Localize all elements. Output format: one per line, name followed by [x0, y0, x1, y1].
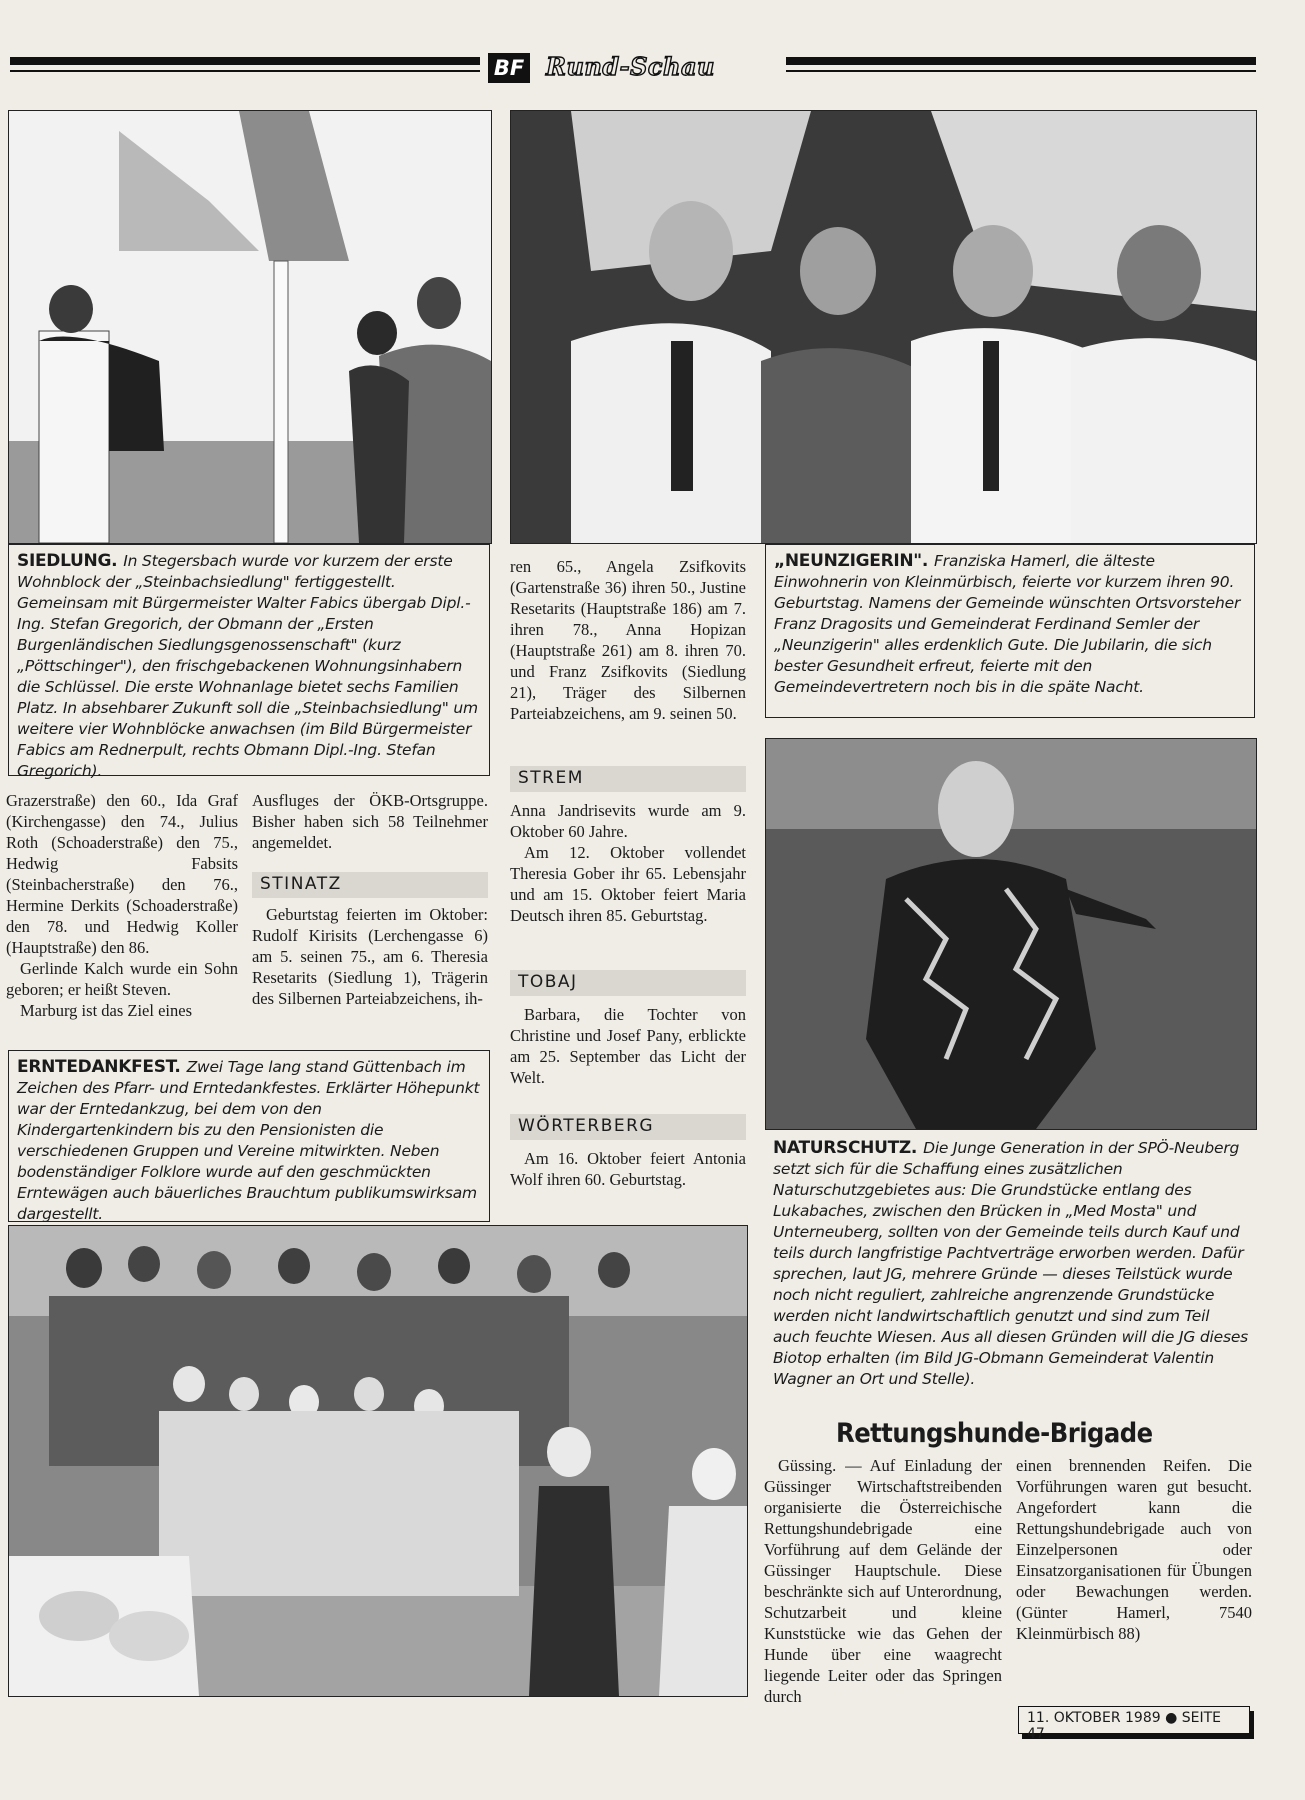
stinatz-text [252, 904, 488, 1009]
tobaj-text [510, 1004, 746, 1088]
siedlung-label: SIEDLUNG. [17, 551, 118, 571]
naturschutz-text: Die Junge Generation in der SPÖ-Neuberg setzt sich für die Schaffung eines zusätzlichen Naturschutzgebietes aus: Die Grundstücke entlang des Lukabaches, zwischen den Brücken in „Med Mosta" und Unterneuberg, sollten von der Gemeinde teils durch Kauf und teils durch langfristige Pachtverträge erworben werden. Dafür sprechen, laut JG, mehrere Gründe — dieses Teilstück wurde noch nicht reguliert, zahlreiche angrenzende Grundstücke werden nicht landwirtschaftlich genutzt und sind zum Teil auch feuchte Wiesen. Aus all diesen Gründen will die JG dieses Biotop erhalten (im Bild JG-Obmann Gemeinderat Valentin Wagner an Ort und Stelle). [773, 1139, 1249, 1388]
masthead-rule-right-thin [786, 70, 1256, 72]
tobaj-paragraph: Barbara, die Tochter von Christine und Josef Pany, erblickte am 25. September das Licht der Welt. [510, 1005, 746, 1087]
erntedank-photo [8, 1225, 748, 1697]
woerterberg-heading: WÖRTERBERG [510, 1114, 746, 1140]
masthead-rule-left-thin [10, 70, 480, 72]
mid-col-p1: Ausfluges der ÖKB-Ortsgruppe. Bisher haben sich 58 Teilnehmer angemeldet. [252, 791, 488, 852]
siedlung-text: In Stegersbach wurde vor kurzem der erste Wohnblock der „Steinbachsiedlung" fertiggestellt. Gemeinsam mit Bürgermeister Walter Fabics übergab Dipl.-Ing. Stefan Gregorich, der Obmann der „Ersten Burgenländischen Siedlungsgenossenschaft" (kurz „Pöttschinger"), den frischgebackenen Wohnungsinhabern die Schlüssel. Die erste Wohnanlage bietet sechs Familien Platz. In absehbarer Zukunft soll die „Steinbachsiedlung" um weitere vier Wohnblöcke anwachsen (im Bild Bürgermeister Fabics am Rednerpult, rechts Obmann Dipl.-Ing. Stefan Gregorich). [17, 552, 478, 780]
tobaj-heading: TOBAJ [510, 970, 746, 996]
masthead-title: Rund-Schau [546, 52, 715, 81]
stinatz-heading: STINATZ [252, 872, 488, 898]
woerterberg-paragraph: Am 16. Oktober feiert Antonia Wolf ihren 60. Geburtstag. [510, 1149, 746, 1189]
left-col-p1: Grazerstraße) den 60., Ida Graf (Kirchengasse) den 74., Julius Roth (Schoaderstraße) den 75., Hedwig Fabsits (Steinbacherstraße) den 76., Hermine Derkits (Schoaderstraße) den 78. und Hedwig Koller (Hauptstraße) den 86. [6, 791, 238, 957]
masthead-rule-right [786, 57, 1256, 65]
rettung-col-1-text: Güssing. — Auf Einladung der Güssinger Wirtschaftstreibenden organisierte die Österreichische Rettungshundebrigade eine Vorführung auf dem Gelände der Güssinger Hauptschule. Diese beschränkte sich auf Unterordnung, Schutzarbeit und kleine Kunststücke wie das Gehen der Hunde über eine waagrecht liegende Leiter oder das Springen durch [764, 1456, 1002, 1706]
strem-p2: Am 12. Oktober vollendet Theresia Gober ihr 65. Lebensjahr und am 15. Oktober feiert Maria Deutsch ihren 85. Geburtstag. [510, 843, 746, 925]
masthead-logo: BF [488, 53, 530, 83]
left-column [6, 790, 238, 1021]
right-mid-column [510, 556, 746, 724]
naturschutz-label: NATURSCHUTZ. [773, 1138, 918, 1158]
woerterberg-text [510, 1148, 746, 1190]
erntedank-caption [8, 1050, 490, 1222]
rettung-col-1 [764, 1455, 1002, 1707]
strem-p1: Anna Jandrisevits wurde am 9. Oktober 60 Jahre. [510, 801, 746, 841]
naturschutz-photo [765, 738, 1257, 1130]
page-footer: 11. OKTOBER 1989 ● SEITE 47 [1018, 1706, 1250, 1734]
neunzigerin-photo [510, 110, 1257, 544]
rettung-col-2 [1016, 1455, 1252, 1644]
rettung-col-2-text: einen brennenden Reifen. Die Vorführungen waren gut besucht. Angefordert kann die Rettungshundebrigade auch von Einzelpersonen oder Einsatzorganisationen für Übungen oder Bewachungen werden. (Günter Hamerl, 7540 Kleinmürbisch 88) [1016, 1456, 1252, 1643]
left-col-p3: Marburg ist das Ziel eines [20, 1001, 192, 1020]
left-col-p2: Gerlinde Kalch wurde ein Sohn geboren; er heißt Steven. [6, 959, 238, 999]
siedlung-photo [8, 110, 492, 544]
right-col-p1: ren 65., Angela Zsifkovits (Gartenstraße 36) ihren 50., Justine Resetarits (Hauptstraße 186) am 7. ihren 78., Anna Hopizan (Hauptstraße 261) am 8. ihren 70. und Franz Zsifkovits (Siedlung 21), Träger des Silbernen Parteiabzeichens, am 9. seinen 50. [510, 557, 746, 723]
neunzigerin-label: „NEUNZIGERIN". [774, 551, 929, 571]
rettung-headline: Rettungshunde-Brigade [836, 1418, 1153, 1449]
neunzigerin-text: Franziska Hamerl, die älteste Einwohnerin von Kleinmürbisch, feierte vor kurzem ihren 90. Geburtstag. Namens der Gemeinde wünschten Ortsvorsteher Franz Dragosits und Gemeinderat Ferdinand Semler der „Neunzigerin" alles erdenklich Gute. Die Jubilarin, die sich bester Gesundheit erfreut, feierte mit den Gemeindevertretern noch bis in die späte Nacht. [774, 552, 1241, 696]
mid-column [252, 790, 488, 853]
siedlung-caption [8, 544, 490, 780]
strem-heading: STREM [510, 766, 746, 792]
naturschutz-caption [773, 1138, 1249, 1390]
neunzigerin-caption [765, 544, 1255, 718]
stinatz-paragraph: Geburtstag feierten im Oktober: Rudolf Kirisits (Lerchengasse 6) am 5. seinen 75., am 6. Theresia Resetarits (Siedlung 1), Trägerin des Silbernen Parteiabzeichens, ih- [252, 905, 488, 1008]
erntedank-label: ERNTEDANKFEST. [17, 1057, 181, 1077]
erntedank-text: Zwei Tage lang stand Güttenbach im Zeichen des Pfarr- und Erntedankfestes. Erklärter Höhepunkt war der Erntedankzug, bei dem von den Kindergartenkindern bis zu den Pensionisten die verschiedenen Gruppen und Vereine mitwirkten. Neben bodenständiger Folklore wurde auf den geschmückten Erntewägen auch bäuerliches Brauchtum publikumswirksam dargestellt. [17, 1058, 480, 1223]
strem-text [510, 800, 746, 926]
masthead-rule-left [10, 57, 480, 65]
